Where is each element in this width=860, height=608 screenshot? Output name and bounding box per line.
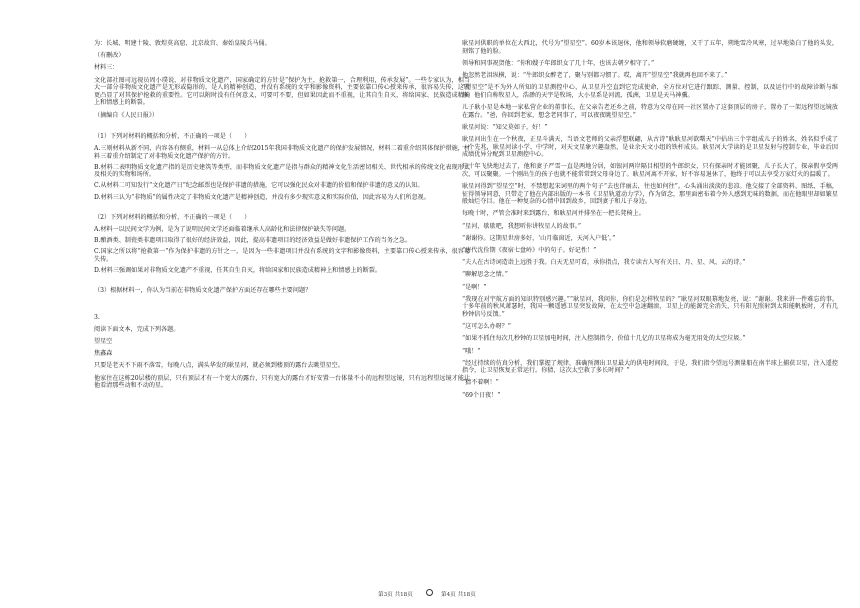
source-note: （有删改） — [94, 52, 125, 60]
story-paragraph: 他家住在这栋20层楼的顶层，只有顶层才有一个宽大的露台，只有宽大的露台才好安置一台体量不小的远程望远镜，只有远程望远镜才能让他看清那些动和不动的星。 — [94, 374, 470, 390]
story-paragraph: 领导和同事祝贺他：“你和嫂子年郎织女了几十年，也该去朝夕相守了。” — [462, 59, 655, 67]
text-paragraph: 为：长城、明建十陵、敦煌莫高窟、北京故宫、秦始皇陵兵马俑。 — [94, 40, 271, 47]
dialogue-line: “猜不着啊！” — [462, 379, 499, 387]
right-column — [462, 40, 838, 404]
story-paragraph: 耿星河得到“望星空”时，不禁想起宋词里的两个句子“去也伴丽去，往也如何往”。心头涌出淡淡的悲凉。他交接了全部资料、图纸、手稿，征得领导同意，只带走了他在内部出版的一本书《卫星轨道动力学》，作为留念，那里面密布着令外人感到无味的数据，而在他眼里却如繁星般灿烂夺目。他在一种复杂的心情中回到故乡，回到妻子和儿子身边。 — [462, 183, 838, 206]
page-number-left: 第3页 共18页 — [378, 592, 413, 598]
dialogue-line: “我现在对宇航方面的知识特别感兴趣。”“耿星河，我问你，你们是怎样牧星的？”耿星河双眼幕地发亮，说：“谢谢。我来讲一件难忘的事。十多年前的秋风萧瑟时，我国一颗遥感卫星突发故障，在太空中急速翻滚，卫星上的能源完全消失，只有阳光照射到太阳能帆板时，才有几秒钟信号反馈。” — [462, 295, 838, 318]
question-2: （2）下列对材料的概括和分析，不正确的一项是（ ） — [94, 213, 251, 221]
story-paragraph: 耿星河供职的单位在大西北，代号为“望星空”。60岁本该退休，他和领导软磨硬缠，又干了五年，朔地雪冷风寒，过早地染白了他的头发，刻铭了他的脸。 — [462, 40, 838, 55]
page-number-right: 第4页 共18页 — [441, 592, 476, 598]
option-d: D.材料三强调如果对非物质文化遗产不重视，任其自生自灭，将给国家和民族造成精神上和情感上的断裂。 — [94, 267, 381, 275]
dialogue-line: “哦！” — [462, 347, 481, 355]
story-paragraph: 儿子耿小星是本地一家私营企业的董事长，在父亲告老还乡之前，特意为父母在同一社区置办了这套顶层的房子，置办了一架远程望远镜放在露台。“爸，你回到老家，想念老同事了，可以夜夜眺望星空。” — [462, 103, 838, 119]
option-b: B.材料二表明物质文化遗产指的是历史建筑等类型，而非物质文化遗产是指与群众的精神文化生活密切相关、世代相承的传统文化表现形式及相关的实物和场所。 — [94, 163, 470, 179]
dialogue-line: “星河，歇歇吧，我想听你讲牧星人的故事。” — [462, 222, 581, 230]
dialogue-line: “经过持续的仿真分析，我们掌握了规律，准确预测出卫星最大的供电时间段，于是，我们指令望远号测量船在南半球上捕获卫星，注入遥控指令，让卫星恢复正常运行。你猜，这次太空救了多长时间？” — [462, 359, 838, 375]
question-3: （3）根据材料一，你认为当前在非物质文化遗产保护方面还存在哪些主要问题？ — [94, 287, 312, 295]
option-d: D.材料三认为“非物质”的属性决定了非物质文化遗产是精神创造，并没有多少现实意义和实际价值，因此容易为人们所忽视。 — [94, 193, 430, 201]
circle-icon — [426, 589, 433, 596]
story-paragraph: 他忽然老泪纵横，说：“牛郎织女醉老了，聚与别都习惯了。哎，离开“望星空”我就再也回不来了。” — [462, 71, 728, 79]
material-heading: 材料三： — [94, 64, 119, 72]
story-author: 焦鑫森 — [94, 350, 113, 358]
story-paragraph: 耿星河说：“知父莫如子，好！” — [462, 123, 548, 131]
option-a: A.三则材料从新不同，内容各有侧重，材料一从总体上介绍2015年我国非物质文化遗产的保护发展情况，材料二着重介绍其体保护措施，材料三着重介绍制定了对非物质文化遗产保护的方针。 — [94, 144, 470, 160]
option-b: B.酿酒类、制瓷类非遗项目取得了很好的经济效益，因此，提高非遗项目的经济效益是做好非遗保护工作的当务之急。 — [94, 237, 412, 245]
left-column — [94, 40, 470, 394]
option-c: C.国家之所以将“抢救第一”作为保护非遗的方针之一，是因为一些非遗项目并没有系统的文字和影像资料，主要靠口传心授来传承，很容易失传。 — [94, 248, 470, 263]
text-paragraph: 文化部社图司远视员周小璞说，对非物质文化遗产，国家确定的方针是“保护为主，抢救第一，合理利用，传承发展”。一些专家认为，相当大一部分非物质文化遗产是无形或隐形的，是人的精神创造，并没有系统的文字和影像资料，主要依靠口传心授来传承，很容易失传，这就更凸显了对其保护抢救的重要性。它可以附时没有任何意义，可要可不要，但如果因此而不重视，让其自生自灭，将给国家、民族造成精神上和情感上的断裂。 — [94, 76, 470, 107]
dialogue-line: “69个日夜！” — [462, 391, 501, 399]
story-paragraph: 只要是老天不下雨不落雪，每晚八点，满头华发的耿星河，就必须到楼顶的露台去眺望星空。 — [94, 362, 344, 370]
dialogue-line: “这可怎么办呀？” — [462, 323, 511, 331]
story-paragraph: “望星空”是不为外人所知的卫星测控中心，从卫星升空直到它完成使命，全方位对它进行跟踪、测量、控制，以及运行中的故障诊断与维修。他们自称牧星人，浩渺的天宇是牧场，大小星系是河流、孤洲，卫星是天马神骥。 — [462, 84, 838, 99]
story-paragraph: 耿星河出生在一个秋夜，正星斗满天，当语文老师的父亲浮想联翩，从古诗“耿耿星河欲曙天”中拈出三个字组成儿子的姓名，姓名似乎成了一个先兆，耿星河读小学、中学时，对天文星象兴趣盎然，是业余天文小组的铁杆成员。耿星河大学读的是卫星发射与控制专业，毕业后因成绩优异分配到卫星测控中心。 — [462, 135, 838, 159]
dialogue-line: “唐代沈佺期《夜宿七盘岭》中的句子。好记性！” — [462, 247, 597, 254]
dialogue-line: “聊解思念之情。” — [462, 271, 508, 279]
dialogue-line: “是啊！” — [462, 283, 487, 291]
dialogue-line: “如果不抓住每次几秒钟的卫星加电时间，注入控制指令，价值十几亿的卫星将成为毫无用处的太空垃圾。” — [462, 335, 746, 343]
question-number: 3. — [94, 313, 100, 321]
question-1: （1）下列对材料的概括和分析，不正确的一项是（ ） — [94, 132, 251, 140]
dialogue-line: “谢谢你。这期星世房多好，‘山月临窗近，天河入户低’。” — [462, 234, 616, 242]
source-note: （摘编自《人民日报》） — [94, 111, 158, 119]
option-c: C.从材料二可知发行“文化遗产日”纪念邮票也是保护非遗的措施，它可以强化民众对非遗的价值和保护非遗的意义的认知。 — [94, 182, 424, 190]
option-a: A.材料一以民间文学为例，是为了说明民间文学还面临着继承人高龄化和法律保护缺失等问题。 — [94, 226, 351, 234]
reading-instruction: 阅读下面文本，完成下列各题。 — [94, 325, 180, 333]
story-title: 望星空 — [94, 337, 113, 345]
dialogue-line: “夫人在古诗词造诣上远胜于我。白天无星可看，承你指点，我专读古人写有关日、月、星、风、云的诗。” — [462, 259, 746, 267]
story-paragraph: 每晚十时，严管会准时来到露台，和耿星河并排坐在一把长凳椅上。 — [462, 210, 645, 218]
story-paragraph: 几十年飞快地过去了，他和妻子严雪一直是两地分居，如银河两岸隔目相望的牛郎织女，只有探亲时才能团聚，儿子长大了，探亲假享受两次，可以聚聚。一个刚出生的孩子也就不能常常到父母身边了。耿星河离不开家，好不容易退休了，他终于可以去享受万家灯火的温暖了。 — [462, 163, 838, 178]
